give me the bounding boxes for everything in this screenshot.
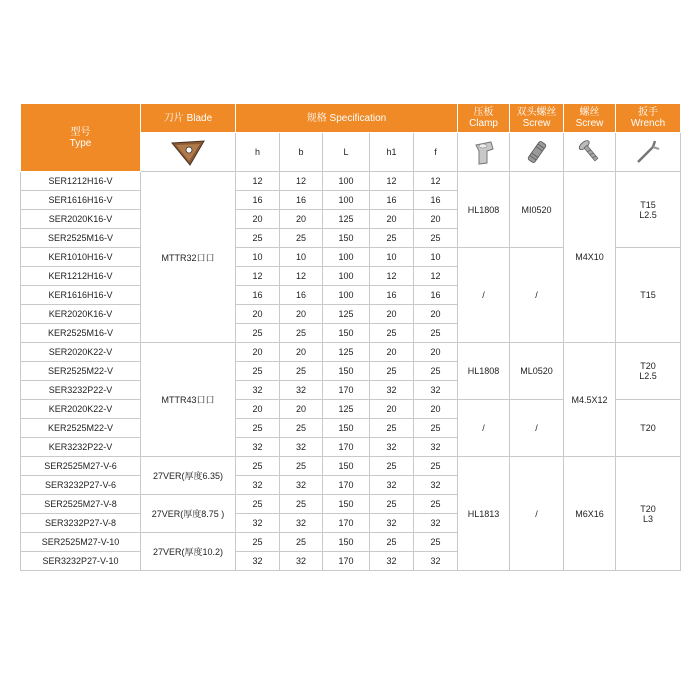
f-cell: 20 bbox=[414, 400, 458, 419]
L-cell: 170 bbox=[323, 514, 370, 533]
f-cell: 32 bbox=[414, 438, 458, 457]
h1-cell: 25 bbox=[370, 324, 414, 343]
b-cell: 25 bbox=[280, 324, 323, 343]
header-type bbox=[21, 104, 141, 172]
wrench-cell bbox=[616, 172, 681, 248]
header-type-cn: 型号 bbox=[70, 126, 91, 138]
L-cell: 150 bbox=[323, 533, 370, 552]
type-cell: SER2525M22-V bbox=[21, 362, 141, 381]
h-cell: 12 bbox=[236, 172, 280, 191]
clamp-cell: HL1808 bbox=[458, 343, 510, 400]
header-screw2-cn: 螺丝 bbox=[579, 107, 600, 118]
double-screw-cell: / bbox=[510, 457, 564, 571]
f-cell: 32 bbox=[414, 552, 458, 571]
f-cell: 32 bbox=[414, 381, 458, 400]
header-wrench bbox=[616, 104, 681, 133]
L-cell: 125 bbox=[323, 210, 370, 229]
f-cell: 25 bbox=[414, 324, 458, 343]
f-cell: 25 bbox=[414, 457, 458, 476]
header-spec: 规格 Specification bbox=[236, 104, 458, 133]
header-clamp-en: Clamp bbox=[469, 118, 498, 129]
h1-cell: 12 bbox=[370, 172, 414, 191]
type-cell: KER2525M16-V bbox=[21, 324, 141, 343]
screw-cell: M4X10 bbox=[564, 172, 616, 343]
header-screw-cn: 双头螺丝 bbox=[516, 107, 557, 118]
header-clamp bbox=[458, 104, 510, 133]
spec-table bbox=[20, 103, 681, 571]
header-type-en: Type bbox=[69, 137, 92, 149]
h1-cell: 32 bbox=[370, 381, 414, 400]
type-cell: KER3232P22-V bbox=[21, 438, 141, 457]
L-cell: 150 bbox=[323, 324, 370, 343]
header-wrench-en: Wrench bbox=[630, 118, 666, 129]
wrench-cell bbox=[616, 457, 681, 571]
type-cell: SER2020K16-V bbox=[21, 210, 141, 229]
b-cell: 25 bbox=[280, 419, 323, 438]
header-screw2-en: Screw bbox=[575, 118, 604, 129]
wrench-icon bbox=[633, 137, 663, 167]
header-screw bbox=[510, 104, 564, 133]
L-cell: 150 bbox=[323, 229, 370, 248]
f-cell: 10 bbox=[414, 248, 458, 267]
h-cell: 16 bbox=[236, 286, 280, 305]
screw-cell: M6X16 bbox=[564, 457, 616, 571]
b-cell: 20 bbox=[280, 400, 323, 419]
h1-cell: 20 bbox=[370, 400, 414, 419]
blade-cell: 27VER(厚度8.75 ) bbox=[141, 495, 236, 533]
insert-blade-icon bbox=[168, 137, 208, 167]
double-screw-image-cell bbox=[510, 133, 564, 172]
b-cell: 25 bbox=[280, 362, 323, 381]
L-cell: 170 bbox=[323, 381, 370, 400]
h-cell: 25 bbox=[236, 362, 280, 381]
f-cell: 20 bbox=[414, 343, 458, 362]
f-cell: 25 bbox=[414, 419, 458, 438]
screw-cell: M4.5X12 bbox=[564, 343, 616, 457]
type-cell: KER1010H16-V bbox=[21, 248, 141, 267]
h-cell: 20 bbox=[236, 400, 280, 419]
b-cell: 25 bbox=[280, 457, 323, 476]
type-cell: SER2525M16-V bbox=[21, 229, 141, 248]
h-cell: 25 bbox=[236, 229, 280, 248]
type-cell: SER1616H16-V bbox=[21, 191, 141, 210]
type-cell: KER1616H16-V bbox=[21, 286, 141, 305]
col-f: f bbox=[414, 133, 458, 172]
L-cell: 100 bbox=[323, 248, 370, 267]
L-cell: 150 bbox=[323, 419, 370, 438]
b-cell: 25 bbox=[280, 229, 323, 248]
h1-cell: 20 bbox=[370, 343, 414, 362]
type-cell: KER2020K22-V bbox=[21, 400, 141, 419]
header-screw2 bbox=[564, 104, 616, 133]
h-cell: 16 bbox=[236, 191, 280, 210]
b-cell: 20 bbox=[280, 343, 323, 362]
h1-cell: 12 bbox=[370, 267, 414, 286]
type-cell: KER1212H16-V bbox=[21, 267, 141, 286]
L-cell: 170 bbox=[323, 552, 370, 571]
blade-cell: 27VER(厚度6.35) bbox=[141, 457, 236, 495]
type-cell: SER1212H16-V bbox=[21, 172, 141, 191]
f-cell: 25 bbox=[414, 533, 458, 552]
h-cell: 25 bbox=[236, 533, 280, 552]
wrench-cell: T15 bbox=[616, 248, 681, 343]
double-screw-cell: / bbox=[510, 400, 564, 457]
L-cell: 125 bbox=[323, 343, 370, 362]
h-cell: 32 bbox=[236, 514, 280, 533]
h1-cell: 10 bbox=[370, 248, 414, 267]
h-cell: 32 bbox=[236, 476, 280, 495]
wrench-value: T20 bbox=[640, 361, 656, 371]
f-cell: 16 bbox=[414, 286, 458, 305]
type-cell: KER2020K16-V bbox=[21, 305, 141, 324]
type-cell: KER2525M22-V bbox=[21, 419, 141, 438]
b-cell: 32 bbox=[280, 476, 323, 495]
header-clamp-cn: 压板 bbox=[473, 107, 494, 118]
h1-cell: 25 bbox=[370, 457, 414, 476]
b-cell: 10 bbox=[280, 248, 323, 267]
double-screw-cell: / bbox=[510, 248, 564, 343]
clamp-cell: / bbox=[458, 248, 510, 343]
col-L: L bbox=[323, 133, 370, 172]
h1-cell: 32 bbox=[370, 476, 414, 495]
header-wrench-cn: 扳手 bbox=[638, 107, 659, 118]
clamp-cell: HL1808 bbox=[458, 172, 510, 248]
h1-cell: 25 bbox=[370, 362, 414, 381]
h-cell: 20 bbox=[236, 210, 280, 229]
double-screw-icon bbox=[524, 137, 550, 167]
b-cell: 16 bbox=[280, 191, 323, 210]
table-row bbox=[21, 172, 681, 191]
double-screw-cell: MI0520 bbox=[510, 172, 564, 248]
h1-cell: 16 bbox=[370, 286, 414, 305]
type-cell: SER2020K22-V bbox=[21, 343, 141, 362]
clamp-cell: HL1813 bbox=[458, 457, 510, 571]
h-cell: 25 bbox=[236, 457, 280, 476]
f-cell: 20 bbox=[414, 305, 458, 324]
h-cell: 25 bbox=[236, 495, 280, 514]
f-cell: 12 bbox=[414, 267, 458, 286]
type-cell: SER3232P27-V-10 bbox=[21, 552, 141, 571]
f-cell: 25 bbox=[414, 229, 458, 248]
f-cell: 16 bbox=[414, 191, 458, 210]
L-cell: 100 bbox=[323, 267, 370, 286]
type-cell: SER3232P22-V bbox=[21, 381, 141, 400]
h-cell: 32 bbox=[236, 381, 280, 400]
col-h1: h1 bbox=[370, 133, 414, 172]
f-cell: 12 bbox=[414, 172, 458, 191]
header-screw-en: Screw bbox=[522, 118, 551, 129]
wrench-value: T20 bbox=[640, 503, 656, 514]
h1-cell: 20 bbox=[370, 305, 414, 324]
wrench-value: L2.5 bbox=[639, 371, 657, 381]
wrench-value: T15 bbox=[640, 199, 656, 210]
b-cell: 20 bbox=[280, 210, 323, 229]
L-cell: 170 bbox=[323, 476, 370, 495]
double-screw-cell: ML0520 bbox=[510, 343, 564, 400]
wrench-cell: T20 bbox=[616, 400, 681, 457]
type-cell: SER2525M27-V-6 bbox=[21, 457, 141, 476]
f-cell: 25 bbox=[414, 495, 458, 514]
b-cell: 25 bbox=[280, 495, 323, 514]
b-cell: 32 bbox=[280, 552, 323, 571]
h1-cell: 25 bbox=[370, 533, 414, 552]
L-cell: 150 bbox=[323, 362, 370, 381]
L-cell: 100 bbox=[323, 286, 370, 305]
h1-cell: 25 bbox=[370, 229, 414, 248]
h1-cell: 16 bbox=[370, 191, 414, 210]
type-cell: SER2525M27-V-10 bbox=[21, 533, 141, 552]
h-cell: 10 bbox=[236, 248, 280, 267]
h-cell: 32 bbox=[236, 438, 280, 457]
h-cell: 20 bbox=[236, 343, 280, 362]
L-cell: 100 bbox=[323, 172, 370, 191]
h1-cell: 25 bbox=[370, 495, 414, 514]
b-cell: 32 bbox=[280, 381, 323, 400]
h-cell: 25 bbox=[236, 324, 280, 343]
L-cell: 150 bbox=[323, 457, 370, 476]
wrench-value: L3 bbox=[643, 513, 654, 524]
h1-cell: 32 bbox=[370, 552, 414, 571]
f-cell: 25 bbox=[414, 362, 458, 381]
screw-icon bbox=[577, 137, 603, 167]
L-cell: 150 bbox=[323, 495, 370, 514]
header-blade: 刀片 Blade bbox=[141, 104, 236, 133]
b-cell: 32 bbox=[280, 514, 323, 533]
h-cell: 12 bbox=[236, 267, 280, 286]
col-h: h bbox=[236, 133, 280, 172]
table-row bbox=[21, 457, 681, 476]
f-cell: 32 bbox=[414, 476, 458, 495]
wrench-image-cell bbox=[616, 133, 681, 172]
blade-cell: MTTR43口口 bbox=[141, 343, 236, 457]
col-b: b bbox=[280, 133, 323, 172]
clamp-image-cell bbox=[458, 133, 510, 172]
table-row bbox=[21, 343, 681, 362]
h-cell: 32 bbox=[236, 552, 280, 571]
f-cell: 20 bbox=[414, 210, 458, 229]
type-cell: SER3232P27-V-6 bbox=[21, 476, 141, 495]
blade-image-cell bbox=[141, 133, 236, 172]
b-cell: 12 bbox=[280, 267, 323, 286]
b-cell: 25 bbox=[280, 533, 323, 552]
b-cell: 32 bbox=[280, 438, 323, 457]
b-cell: 16 bbox=[280, 286, 323, 305]
h1-cell: 25 bbox=[370, 419, 414, 438]
h-cell: 25 bbox=[236, 419, 280, 438]
spec-table-wrap bbox=[20, 103, 681, 571]
L-cell: 125 bbox=[323, 400, 370, 419]
screw-image-cell bbox=[564, 133, 616, 172]
clamp-icon bbox=[471, 137, 497, 167]
wrench-value: L2.5 bbox=[639, 209, 657, 220]
h1-cell: 20 bbox=[370, 210, 414, 229]
L-cell: 170 bbox=[323, 438, 370, 457]
b-cell: 20 bbox=[280, 305, 323, 324]
spec-table-body bbox=[21, 172, 681, 571]
h-cell: 20 bbox=[236, 305, 280, 324]
f-cell: 32 bbox=[414, 514, 458, 533]
type-cell: SER2525M27-V-8 bbox=[21, 495, 141, 514]
blade-cell: 27VER(厚度10.2) bbox=[141, 533, 236, 571]
h1-cell: 32 bbox=[370, 438, 414, 457]
type-cell: SER3232P27-V-8 bbox=[21, 514, 141, 533]
b-cell: 12 bbox=[280, 172, 323, 191]
blade-cell: MTTR32口口 bbox=[141, 172, 236, 343]
h1-cell: 32 bbox=[370, 514, 414, 533]
wrench-cell bbox=[616, 343, 681, 400]
L-cell: 100 bbox=[323, 191, 370, 210]
L-cell: 125 bbox=[323, 305, 370, 324]
clamp-cell: / bbox=[458, 400, 510, 457]
